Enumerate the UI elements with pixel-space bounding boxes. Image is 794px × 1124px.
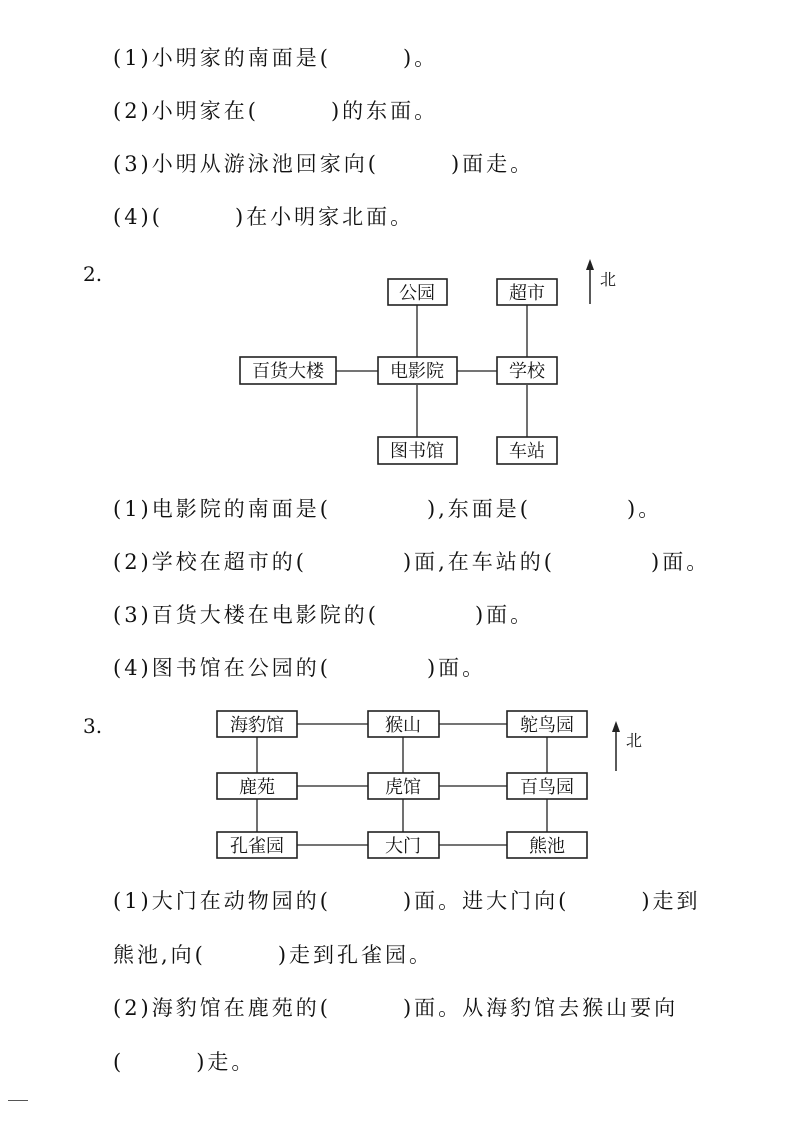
- map2-label-school: 学校: [509, 361, 545, 382]
- map2-label-department-store: 百货大楼: [252, 361, 324, 382]
- map2-label-library: 图书馆: [390, 441, 444, 462]
- map3-label-peacock-garden: 孔雀园: [230, 836, 284, 857]
- question-3-2-line-2: ( )走。: [113, 1050, 256, 1074]
- map2-label-station: 车站: [509, 441, 545, 462]
- map2-label-park: 公园: [399, 283, 435, 304]
- question-3-2-line-1: (2)海豹馆在鹿苑的( )面。从海豹馆去猴山要向: [113, 996, 679, 1020]
- question-3-1-line-2: 熊池,向( )走到孔雀园。: [113, 943, 434, 967]
- map2-label-cinema: 电影院: [390, 361, 444, 382]
- question-2-4: (4)图书馆在公园的( )面。: [113, 656, 487, 680]
- question-1-4: (4)( )在小明家北面。: [113, 205, 415, 229]
- map3-label-bird-garden: 百鸟园: [520, 777, 574, 798]
- page-edge-mark: [8, 1100, 28, 1101]
- section-3-number: 3.: [83, 714, 103, 738]
- map3-north-label: 北: [626, 731, 643, 750]
- question-1-2: (2)小明家在( )的东面。: [113, 99, 439, 123]
- map2-north-label: 北: [600, 270, 617, 289]
- map3-label-seal-hall: 海豹馆: [230, 715, 284, 736]
- section-2-number: 2.: [83, 262, 103, 286]
- map2-label-supermarket: 超市: [509, 283, 545, 304]
- map3-label-bear-pool: 熊池: [529, 836, 565, 857]
- map3-north-arrow-icon: [612, 721, 620, 771]
- question-2-2: (2)学校在超市的( )面,在车站的( )面。: [113, 550, 711, 574]
- map3-label-monkey-hill: 猴山: [385, 715, 421, 736]
- map3-label-ostrich-garden: 鸵鸟园: [520, 715, 574, 736]
- map3-label-tiger-hall: 虎馆: [385, 777, 421, 798]
- map3-label-deer-garden: 鹿苑: [239, 777, 275, 798]
- question-1-3: (3)小明从游泳池回家向( )面走。: [113, 152, 535, 176]
- question-1-1: (1)小明家的南面是( )。: [113, 46, 439, 70]
- question-2-3: (3)百货大楼在电影院的( )面。: [113, 603, 535, 627]
- question-2-1: (1)电影院的南面是( ),东面是( )。: [113, 497, 663, 521]
- question-3-1-line-1: (1)大门在动物园的( )面。进大门向( )走到: [113, 889, 701, 913]
- map3-label-gate: 大门: [385, 836, 421, 857]
